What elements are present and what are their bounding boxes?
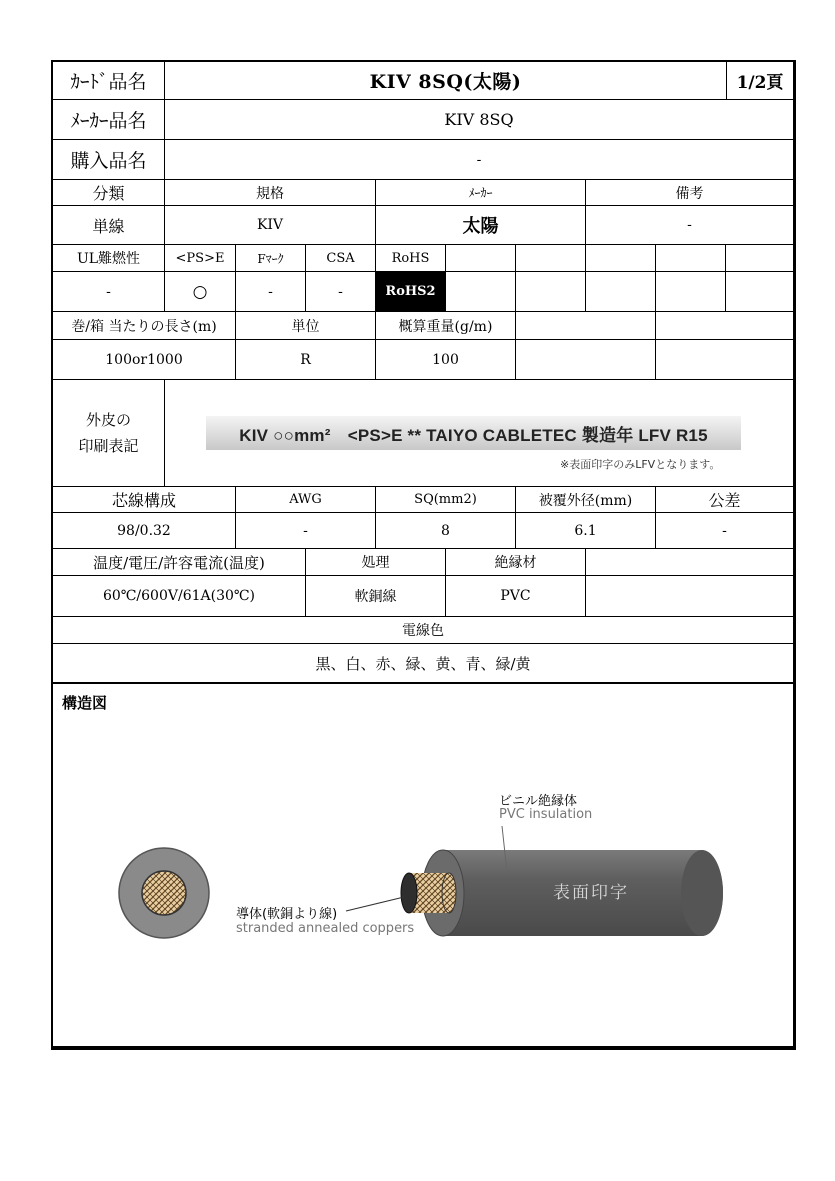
category-value: 単線: [52, 205, 165, 245]
insulation-label-en: PVC insulation: [499, 807, 593, 822]
wire-color-label: 電線色: [52, 616, 794, 644]
pse-label: <PS>E: [164, 244, 236, 272]
od-value: 6.1: [515, 512, 656, 549]
rohs-label: RoHS: [375, 244, 446, 272]
core-value: 98/0.32: [52, 512, 236, 549]
weight-label: 概算重量(g/m): [375, 311, 516, 340]
remarks-label: 備考: [585, 179, 794, 206]
insulation-label: 絶縁材: [445, 548, 586, 576]
card-name-label: ｶｰﾄﾞ品名: [52, 61, 165, 100]
maker-name-label: ﾒｰｶｰ品名: [52, 99, 165, 140]
diagram-title: 構造図: [62, 694, 108, 712]
purchase-name-label: 購入品名: [52, 139, 165, 180]
fmark-value: -: [235, 271, 306, 312]
conductor-label-jp: 導体(軟銅より線): [236, 907, 338, 922]
insulation-label-jp: ビニル絶縁体: [499, 794, 578, 809]
length-value: 100or1000: [52, 339, 236, 380]
card-name-value: KIV 8SQ(太陽): [164, 61, 727, 100]
spec-value: KIV: [164, 205, 376, 245]
ul-label: UL難燃性: [52, 244, 165, 272]
tolerance-label: 公差: [655, 486, 794, 513]
insulation-value: PVC: [445, 575, 586, 617]
tolerance-value: -: [655, 512, 794, 549]
ul-value: -: [52, 271, 165, 312]
page-number: 1/2頁: [726, 61, 794, 100]
process-label: 処理: [305, 548, 446, 576]
length-label: 巻/箱 当たりの長さ(m): [52, 311, 236, 340]
pse-value: ○: [164, 271, 236, 312]
printing-label-line1: 外皮の: [85, 411, 131, 429]
maker-label: ﾒｰｶｰ: [375, 179, 586, 206]
cross-section-icon: [119, 848, 209, 938]
category-label: 分類: [52, 179, 165, 206]
spec-label: 規格: [164, 179, 376, 206]
wire-color-value: 黒、白、赤、緑、黄、青、緑/黄: [52, 643, 794, 683]
rohs-badge: RoHS2: [375, 271, 446, 312]
core-label: 芯線構成: [52, 486, 236, 513]
maker-name-value: KIV 8SQ: [164, 99, 794, 140]
cable-side-view-icon: [346, 826, 723, 936]
printing-text: KIV ○○mm² <PS>E ** TAIYO CABLETEC 製造年 LFV R15: [206, 416, 741, 450]
process-value: 軟銅線: [305, 575, 446, 617]
purchase-name-value: -: [164, 139, 794, 180]
awg-label: AWG: [235, 486, 376, 513]
weight-value: 100: [375, 339, 516, 380]
sq-label: SQ(mm2): [375, 486, 516, 513]
fmark-label: Fﾏｰｸ: [235, 244, 306, 272]
unit-value: R: [235, 339, 376, 380]
unit-label: 単位: [235, 311, 376, 340]
printing-note: ※表面印字のみLFVとなります。: [560, 458, 721, 471]
sq-value: 8: [375, 512, 516, 549]
printing-label-line2: 印刷表記: [78, 437, 139, 455]
surface-print-label: 表面印字: [553, 883, 629, 903]
od-label: 被覆外径(mm): [515, 486, 656, 513]
maker-value: 太陽: [375, 205, 586, 245]
conductor-label-en: stranded annealed coppers: [236, 921, 415, 936]
temp-label: 温度/電圧/許容電流(温度): [52, 548, 306, 576]
temp-value: 60℃/600V/61A(30℃): [52, 575, 306, 617]
csa-label: CSA: [305, 244, 376, 272]
csa-value: -: [305, 271, 376, 312]
remarks-value: -: [585, 205, 794, 245]
awg-value: -: [235, 512, 376, 549]
